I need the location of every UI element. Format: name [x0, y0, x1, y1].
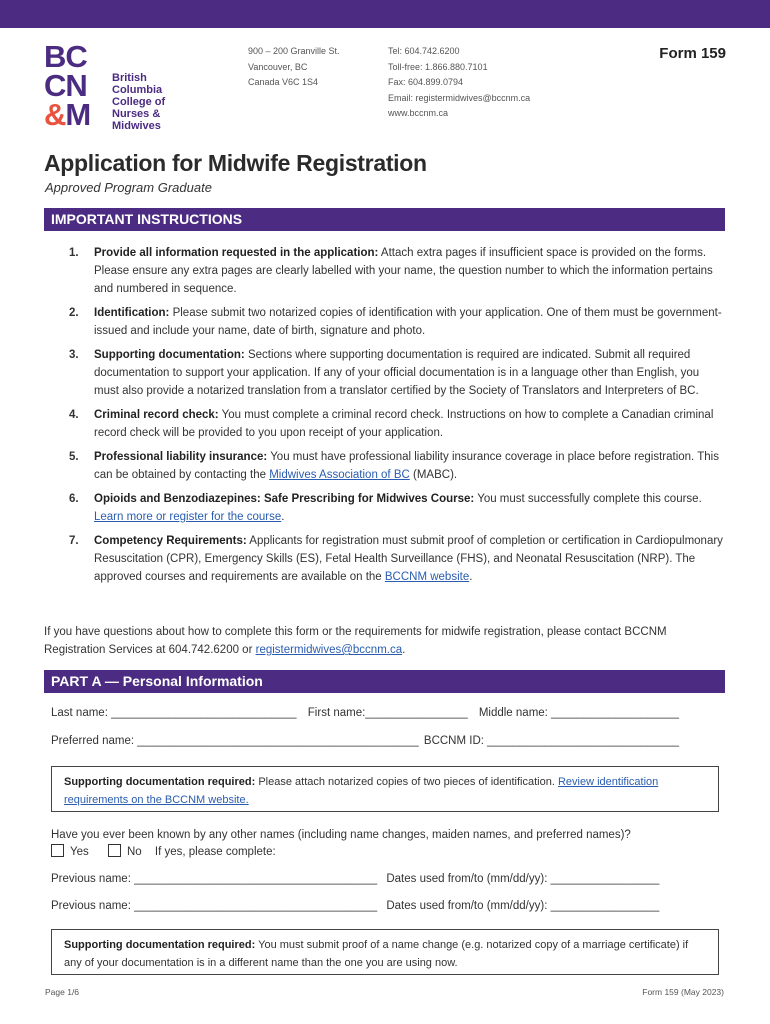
middle-name-field[interactable]: Middle name: ____________________ — [478, 707, 679, 719]
instruction-item: 6. Opioids and Benzodiazepines: Safe Prescribing for Midwives Course: You must successfully complete this course. Learn more or register for the course. — [69, 493, 702, 523]
form-number: Form 159 — [659, 45, 726, 62]
instruction-item: 1. Provide all information requested in the application: Attach extra pages if insufficient space is provided on the forms. Please ensure any extra pages are clearly labelled with your name, the question number to which the information pertains and numbered in sequence. — [69, 247, 713, 295]
instructions-heading: IMPORTANT INSTRUCTIONS — [44, 208, 725, 231]
instruction-item: 4. Criminal record check: You must complete a criminal record check. Instructions on how to complete a Canadian criminal record check will be provided to you upon receipt of your application. — [69, 409, 714, 439]
previous-name-row-2 — [51, 900, 659, 912]
logo-letters: BC CN &M — [44, 39, 91, 132]
page-subtitle: Approved Program Graduate — [45, 180, 212, 195]
last-name-field[interactable]: Last name: _____________________________ — [51, 707, 297, 719]
course-link[interactable]: Learn more or register for the course — [94, 511, 282, 523]
name-row — [51, 707, 679, 719]
dates-used-field-1[interactable]: Dates used from/to (mm/dd/yy): _________________ — [386, 873, 660, 885]
instruction-item: 3. Supporting documentation: Sections where supporting documentation is required are indicated. Submit all required documentation to support your application. If any of your official documentation is in a language other than English, you must also provide a notarized translation from a translator certified by the Society of Translators and Interpreters of BC. — [69, 349, 700, 397]
bccnm-logo — [44, 39, 184, 134]
instruction-item: 2. Identification: Please submit two notarized copies of identification with your application. One of them must be government-issued and include your name, date of birth, signature and photo. — [69, 307, 722, 337]
previous-name-field-2[interactable]: Previous name: ______________________________________ — [51, 900, 378, 912]
part-a-heading: PART A — Personal Information — [44, 670, 725, 693]
bccnm-id-field[interactable]: BCCNM ID: ______________________________ — [423, 735, 680, 747]
form-version: Form 159 (May 2023) — [642, 987, 724, 997]
first-name-field[interactable]: First name:________________ — [307, 707, 468, 719]
yes-checkbox[interactable] — [51, 844, 64, 857]
contact-info: Tel: 604.742.6200 Toll-free: 1.866.880.7101 Fax: 604.899.0794 Email: registermidwives@bccnm.ca www.bccnm.ca — [388, 46, 531, 118]
mailing-address: 900 – 200 Granville St. Vancouver, BC Canada V6C 1S4 — [248, 46, 340, 87]
preferred-row — [51, 735, 679, 747]
preferred-name-field[interactable]: Preferred name: ____________________________________________ — [51, 735, 419, 747]
page-title: Application for Midwife Registration — [44, 150, 427, 176]
dates-used-field-2[interactable]: Dates used from/to (mm/dd/yy): _________________ — [386, 900, 660, 912]
name-change-documentation-box: Supporting documentation required: You must submit proof of a name change (e.g. notarized copy of a marriage certificate) if any of your documentation is in a different name than the one you are using now. — [51, 929, 719, 975]
id-documentation-box: Supporting documentation required: Please attach notarized copies of two pieces of identification. Review identification requirements on the BCCNM website. — [51, 766, 719, 812]
instruction-item: 7. Competency Requirements: Applicants for registration must submit proof of completion or certification in Cardiopulmonary Resuscitation (CPR), Emergency Skills (ES), Fetal Health Surveillance (FHS), and Neonatal Resuscitation (NRP). The approved courses and requirements are available on the BCCNM website. — [69, 535, 723, 583]
bccnm-website-link[interactable]: BCCNM website — [384, 571, 470, 583]
previous-name-field-1[interactable]: Previous name: ______________________________________ — [51, 873, 378, 885]
page-number: Page 1/6 — [45, 987, 80, 997]
previous-name-row-1 — [51, 873, 659, 885]
instruction-item: 5. Professional liability insurance: You must have professional liability insurance coverage in place before registration. This can be obtained by contacting the Midwives Association of BC (MABC). — [69, 451, 719, 481]
email-link[interactable]: registermidwives@bccnm.ca — [255, 644, 403, 656]
logo-text: British Columbia College of Nurses & Midwives — [112, 72, 166, 132]
instructions-list — [44, 244, 725, 592]
id-requirements-link[interactable]: Review identification requirements on the BCCNM website. — [64, 776, 659, 806]
contact-paragraph: If you have questions about how to complete this form or the requirements for midwife registration, please contact BCCNM Registration Services at 604.742.6200 or registermidwives@bccnm.ca. — [44, 626, 667, 656]
other-names-options: Yes No If yes, please complete: — [51, 844, 276, 861]
other-names-question: Have you ever been known by any other names (including name changes, maiden names, and preferred names)? — [51, 829, 631, 841]
mabc-link[interactable]: Midwives Association of BC — [269, 469, 410, 481]
top-color-bar — [0, 0, 770, 28]
no-checkbox[interactable] — [108, 844, 121, 857]
